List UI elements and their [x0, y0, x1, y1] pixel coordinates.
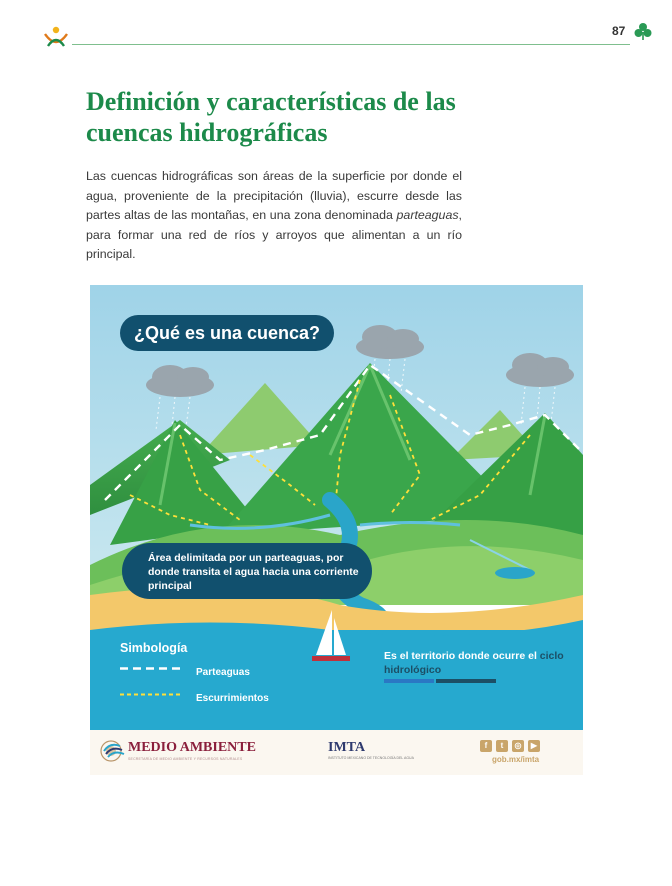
cloud-icon [146, 365, 214, 397]
legend-title: Simbología [120, 641, 188, 655]
medio-ambiente-logo: MEDIO AMBIENTE [128, 740, 256, 755]
parteaguas-line-icon [120, 667, 184, 670]
medio-ambiente-subtitle: SECRETARÍA DE MEDIO AMBIENTE Y RECURSOS NATURALES [128, 757, 243, 761]
paragraph-text-start: Las cuencas hidrográficas son áreas de la superficie por donde el agua, proveniente de la precipitación (lluvia), escurre desde las partes altas de las montañas, en una zona denominada [86, 169, 462, 222]
imta-swirl-icon [100, 740, 130, 762]
watershed-callout: Área delimitada por un parteaguas, por donde transita el agua hacia una corriente principal [122, 543, 372, 599]
facebook-icon[interactable]: f [480, 740, 492, 752]
territory-text [384, 649, 574, 677]
intro-paragraph [86, 167, 462, 265]
page-number: 87 [612, 24, 626, 38]
paragraph-term: parteaguas [396, 208, 459, 222]
territory-text-start: Es el territorio donde ocurre el [384, 650, 540, 662]
website-link[interactable]: gob.mx/imta [492, 755, 540, 764]
imta-subtitle: INSTITUTO MEXICANO DE TECNOLOGÍA DEL AGUA [328, 756, 414, 760]
infographic-title: ¿Qué es una cuenca? [120, 315, 334, 351]
paragraph-text-end: , para formar una red de ríos y arroyos que alimentan a un río principal. [86, 208, 462, 261]
watershed-illustration [90, 285, 583, 775]
program-logo-icon [42, 24, 70, 50]
imta-logo: IMTA [328, 740, 366, 755]
escurrimientos-arrow-icon [120, 693, 184, 696]
watershed-infographic [90, 285, 583, 775]
instagram-icon[interactable]: ◎ [512, 740, 524, 752]
header-rule [72, 44, 630, 45]
youtube-icon[interactable]: ▶ [528, 740, 540, 752]
twitter-icon[interactable]: t [496, 740, 508, 752]
clover-icon [634, 22, 652, 40]
legend-escurrimientos-label: Escurrimientos [196, 693, 269, 704]
page-title: Definición y características de las cuencas hidrográficas [86, 87, 456, 147]
legend-parteaguas-label: Parteaguas [196, 667, 250, 678]
cycle-highlight: ciclo hidrológico [384, 650, 564, 676]
